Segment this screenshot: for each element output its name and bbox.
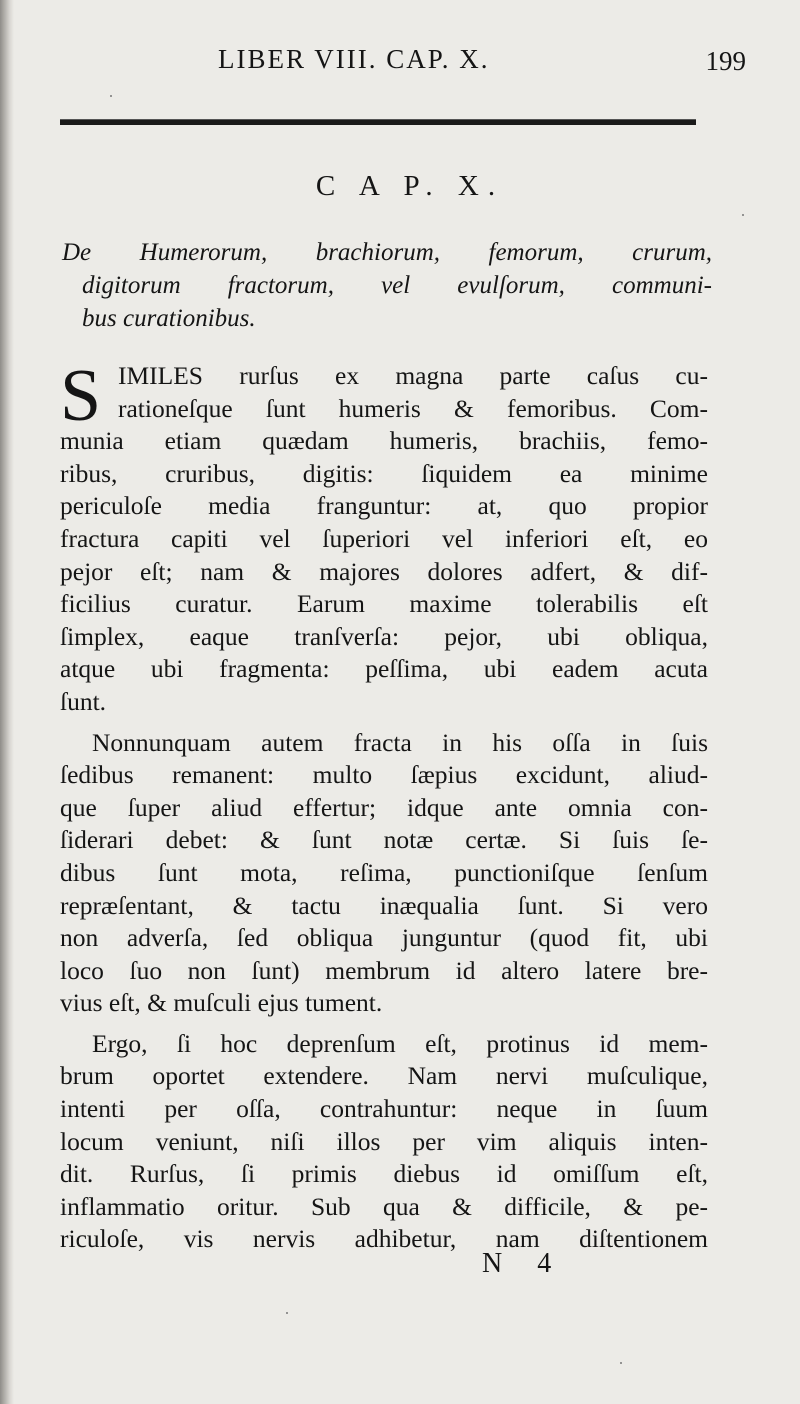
running-head-title: LIBER VIII. CAP. X. [218,44,490,74]
subtitle-line: bus curationibus. [82,305,256,332]
chapter-subtitle [62,236,712,335]
text-line: vius eſt, & muſculi ejus tument. [60,988,383,1018]
text-line: rationeſque ſunt humeris & femoribus. Com- [118,393,708,423]
subtitle-line: digitorum fractorum, vel evulſorum, communi- [82,272,712,299]
text-line: Nonnunquam autem fracta in his oſſa in ſuis [92,727,708,757]
text-line: que ſuper aliud effertur; idque ante omnia con- [60,792,708,822]
text-line: ſiderari debet: & ſunt notæ certæ. Si ſuis ſe- [60,825,708,855]
text-line: ficilius curatur. Earum maxime tolerabilis eſt [60,589,708,619]
text-line: ribus, cruribus, digitis: ſiquidem ea minime [60,458,708,488]
subtitle-line: De Humerorum, brachiorum, femorum, crurum, [62,239,712,266]
body-text [60,355,708,1256]
text-line: pejor eſt; nam & majores dolores adfert, & dif- [60,556,708,586]
paper-speck [742,214,744,216]
paper-speck [110,95,112,97]
text-line: Ergo, ſi hoc deprenſum eſt, protinus id mem- [92,1028,708,1058]
text-line: IMILES rurſus ex magna parte caſus cu- [118,361,708,390]
text-line: fractura capiti vel ſuperiori vel inferiori eſt, eo [60,523,708,553]
drop-cap: S [60,355,102,437]
paper-speck [620,1362,622,1364]
text-line: ſimplex, eaque tranſverſa: pejor, ubi obliqua, [60,621,708,651]
text-line: brum oportet extendere. Nam nervi muſculique, [60,1061,708,1091]
text-line: periculoſe media franguntur: at, quo propior [60,491,708,521]
header-rule [60,119,696,125]
text-line: atque ubi fragmenta: peſſima, ubi eadem acuta [60,654,708,684]
page-gutter-shadow [0,0,14,1404]
text-line: repræſentant, & tactu inæqualia ſunt. Si vero [60,890,708,920]
text-line: dibus ſunt mota, reſima, punctioniſque ſenſum [60,857,708,887]
text-line: loco ſuo non ſunt) membrum id altero latere bre- [60,955,708,985]
paper-speck [286,1312,288,1314]
text-line: inflammatio oritur. Sub qua & difficile, & pe- [60,1191,708,1221]
chapter-heading: C A P. X. [315,170,505,202]
text-line: ſunt. [60,686,107,716]
page-number: 199 [705,46,746,76]
text-line: dit. Rurſus, ſi primis diebus id omiſſum eſt, [60,1159,708,1189]
text-line: munia etiam quædam humeris, brachiis, femo- [60,426,708,456]
text-line: intenti per oſſa, contrahuntur: neque in ſuum [60,1094,708,1124]
signature-mark: N 4 [482,1248,566,1279]
running-head [60,44,746,84]
text-line: ſedibus remanent: multo ſæpius excidunt, aliud- [60,760,708,790]
text-line: locum veniunt, niſi illos per vim aliquis inten- [60,1126,708,1156]
text-line: riculoſe, vis nervis adhibetur, nam diſtentionem [60,1224,708,1254]
text-line: non adverſa, ſed obliqua junguntur (quod fit, ubi [60,923,708,953]
